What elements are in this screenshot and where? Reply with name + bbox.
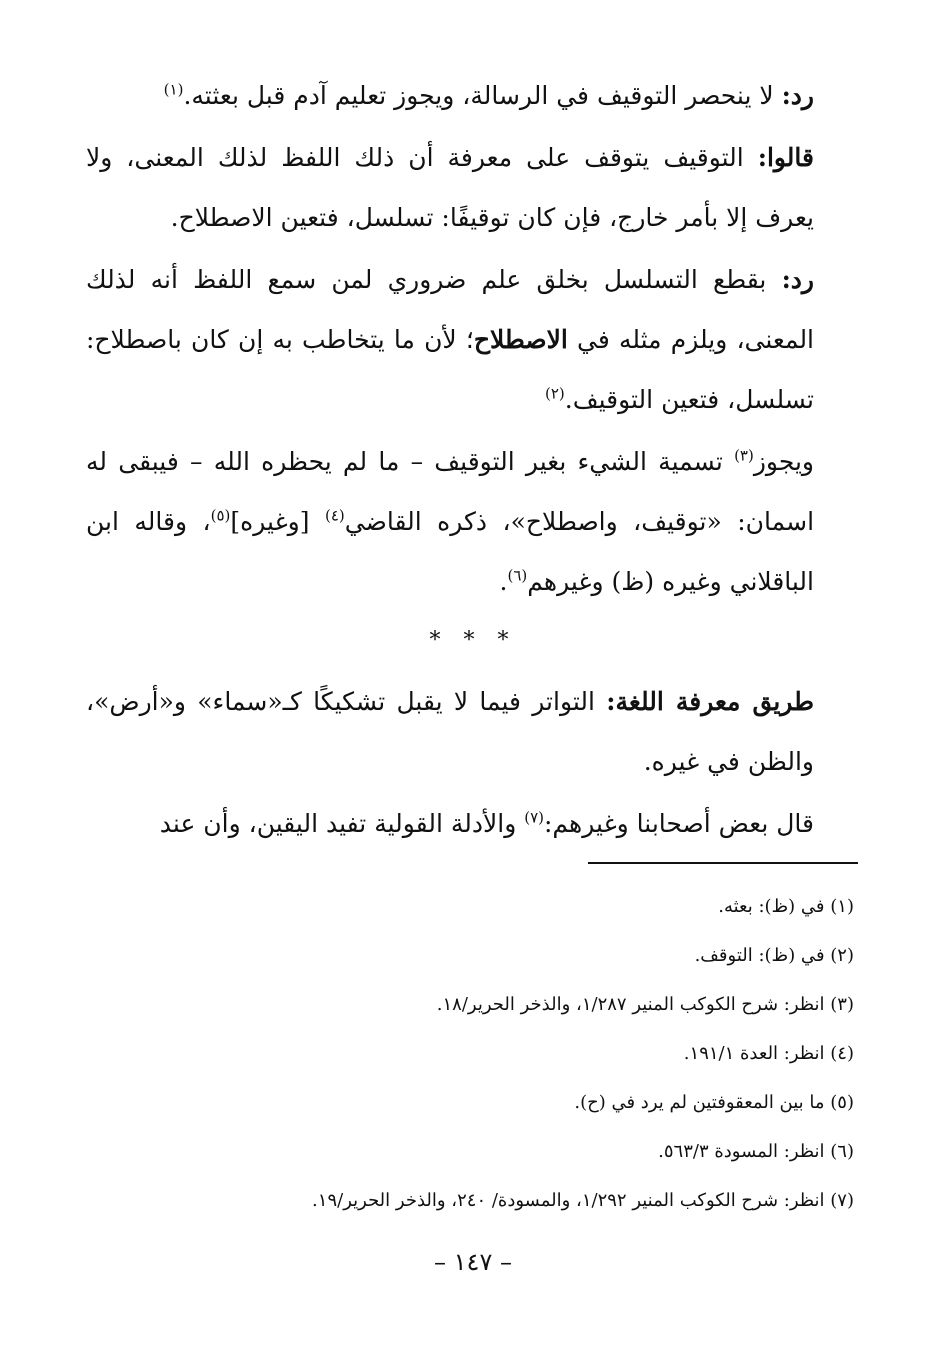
objection-label: قالوا: (757, 143, 814, 172)
naming-text-1: ويجوز (753, 447, 814, 476)
naming-text-3: [وغيره] (230, 507, 325, 536)
section-paragraph (86, 672, 814, 792)
naming-text-5: . (499, 567, 508, 596)
footnote-ref-2: (٢) (545, 384, 565, 403)
footnote-item: (٥) ما بين المعقوفتين لم يرد في (ح). (574, 1092, 854, 1113)
footnote-item: (٦) انظر: المسودة ٥٦٣/٣. (658, 1141, 854, 1162)
footnote-item: (٣) انظر: شرح الكوكب المنير ١/٢٨٧، والذخر الحرير/١٨. (436, 994, 854, 1015)
footnote-item: (٧) انظر: شرح الكوكب المنير ١/٢٩٢، والمسودة/ ٢٤٠، والذخر الحرير/١٩. (312, 1190, 854, 1211)
footnote-item: (٤) انظر: العدة ١٩١/١. (683, 1043, 854, 1064)
footnote-ref-1: (١) (163, 80, 184, 99)
reply-paragraph-1 (86, 66, 814, 126)
footnote-item: (٢) في (ظ): التوقف. (694, 945, 854, 966)
reply-paragraph-2 (86, 250, 814, 430)
naming-text-4: ، وقاله ابن الباقلاني وغيره (ظ) وغيرهم (86, 507, 814, 596)
section-separator: * * * (429, 628, 517, 653)
section-text: التواتر فيما لا يقبل تشكيكًا كـ«سماء» و«أرض»، والظن في غيره. (86, 687, 814, 776)
objection-paragraph (86, 128, 814, 248)
footnote-ref-3: (٣) (734, 446, 754, 465)
reply-text: لا ينحصر التوقيف في الرسالة، ويجوز تعليم آدم قبل بعثته. (183, 81, 782, 110)
naming-paragraph (86, 432, 814, 612)
last-paragraph (86, 794, 814, 854)
footnote-ref-6: (٦) (507, 566, 528, 585)
bold-term: الاصطلاح (473, 325, 568, 354)
last-text-a: قال بعض أصحابنا وغيرهم: (544, 809, 814, 838)
reply-label: رد: (781, 81, 814, 110)
footnote-divider (588, 862, 858, 864)
reply-text-a: بقطع التسلسل بخلق علم ضروري لمن سمع اللفظ أنه لذلك المعنى، ويلزم مثله في (86, 265, 815, 354)
footnote-ref-5: (٥) (210, 506, 231, 525)
naming-text-2: تسمية الشيء بغير التوقيف – ما لم يحظره الله – فيبقى له اسمان: «توقيف، واصطلاح»، ذكره القاضي (86, 447, 815, 536)
footnote-ref-7: (٧) (524, 808, 544, 827)
reply-label: رد: (781, 265, 814, 294)
section-title: طريق معرفة اللغة: (606, 687, 814, 716)
footnote-item: (١) في (ظ): بعثه. (718, 896, 854, 917)
footnote-ref-4: (٤) (324, 506, 345, 525)
objection-text: التوقيف يتوقف على معرفة أن ذلك اللفظ لذلك المعنى، ولا يعرف إلا بأمر خارج، فإن كان توقيفًا: تسلسل، فتعين الاصطلاح. (86, 143, 814, 232)
last-text-b: والأدلة القولية تفيد اليقين، وأن عند (159, 809, 525, 838)
reply-text-b: ؛ لأن ما يتخاطب به إن كان باصطلاح: تسلسل، فتعين التوقيف. (86, 325, 814, 414)
footnotes-list (134, 882, 854, 1225)
page-number: – ١٤٧ – (434, 1248, 512, 1276)
